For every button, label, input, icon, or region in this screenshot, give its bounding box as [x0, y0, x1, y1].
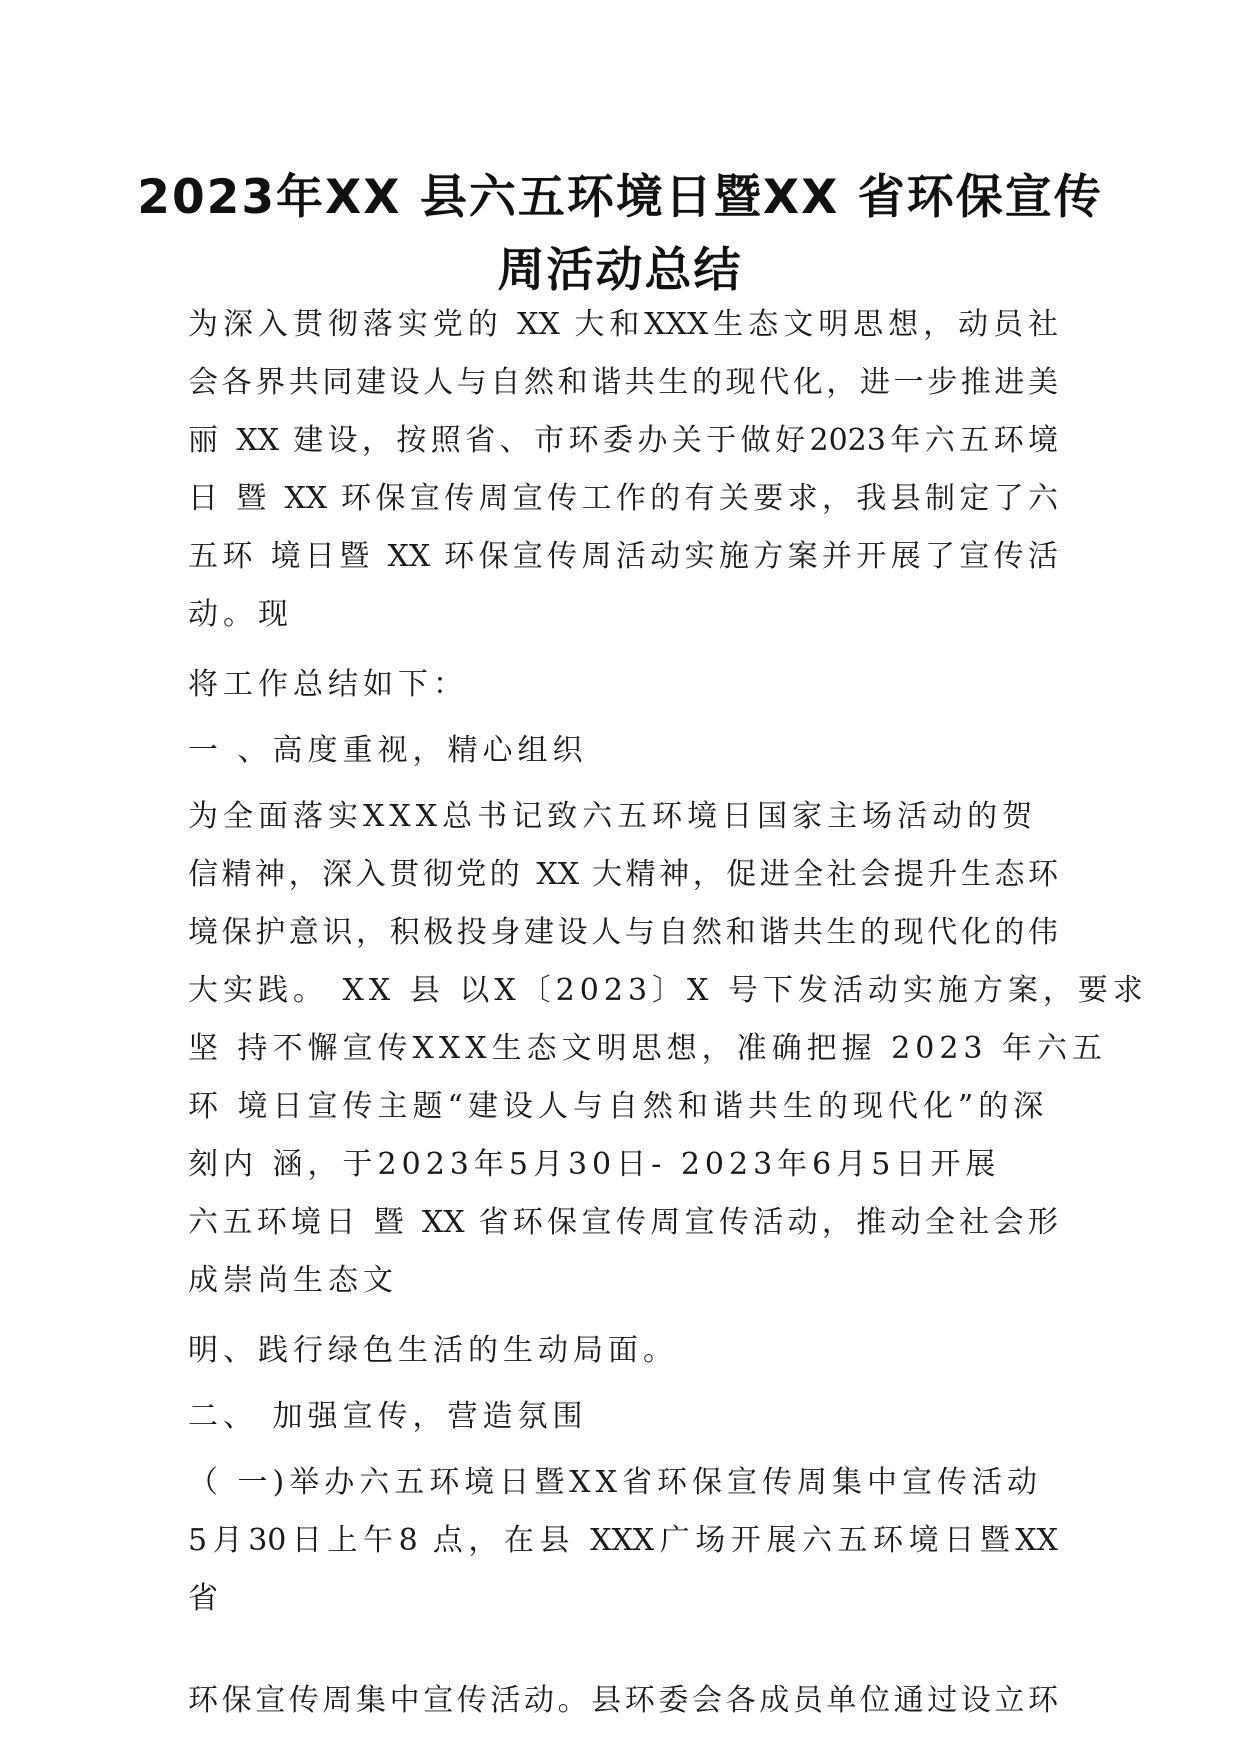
document-title-line-2: 周活动总结 [497, 243, 743, 298]
body-line: 动。现 [188, 597, 293, 632]
body-line: 为全面落实XXX总书记致六五环境日国家主场活动的贺 [188, 799, 1038, 834]
body-line: 五环 境日暨 XX 环保宣传周活动实施方案并开展了宣传活 [188, 539, 1058, 574]
body-line: 坚 持不懈宣传XXX生态文明思想，准确把握 2023 年六五 [188, 1031, 1108, 1066]
body-line: 为深入贯彻落实党的 XX 大和XXX生态文明思想，动员社 [188, 307, 1058, 342]
body-line: 会各界共同建设人与自然和谐共生的现代化，进一步推进美 [188, 365, 1058, 400]
body-line: 环保宣传周集中宣传活动。县环委会各成员单位通过设立环 [188, 1683, 1058, 1718]
body-line: 境保护意识，积极投身建设人与自然和谐共生的现代化的伟 [188, 915, 1058, 950]
body-line: 明、践行绿色生活的生动局面。 [188, 1333, 678, 1368]
body-line: 省 [188, 1581, 223, 1616]
subsection-heading: （ 一)举办六五环境日暨XX省环保宣传周集中宣传活动 [188, 1465, 1042, 1500]
document-title-line-1: 2023年XX 县六五环境日暨XX 省环保宣传 [137, 170, 1103, 225]
section-heading-2: 二、 加强宣传，营造氛围 [188, 1399, 588, 1434]
body-line: 信精神，深入贯彻党的 XX 大精神，促进全社会提升生态环 [188, 857, 1058, 892]
body-line: 5月30日上午8 点，在县 XXX广场开展六五环境日暨XX [188, 1523, 1058, 1558]
body-line: 将工作总结如下： [188, 667, 468, 702]
body-line: 刻内 涵，于2023年5月30日- 2023年6月5日开展 [188, 1147, 1001, 1182]
section-heading-1: 一 、高度重视，精心组织 [188, 733, 588, 768]
body-line: 丽 XX 建设，按照省、市环委办关于做好2023年六五环境 [188, 423, 1058, 458]
body-line: 大实践。 XX 县 以X〔2023〕X 号下发活动实施方案，要求 [188, 973, 1148, 1008]
body-line: 成崇尚生态文 [188, 1263, 398, 1298]
body-line: 六五环境日 暨 XX 省环保宣传周宣传活动，推动全社会形 [188, 1205, 1058, 1240]
body-line: 环 境日宣传主题“建设人与自然和谐共生的现代化”的深 [188, 1089, 1049, 1124]
body-line: 日 暨 XX 环保宣传周宣传工作的有关要求，我县制定了六 [188, 481, 1058, 516]
